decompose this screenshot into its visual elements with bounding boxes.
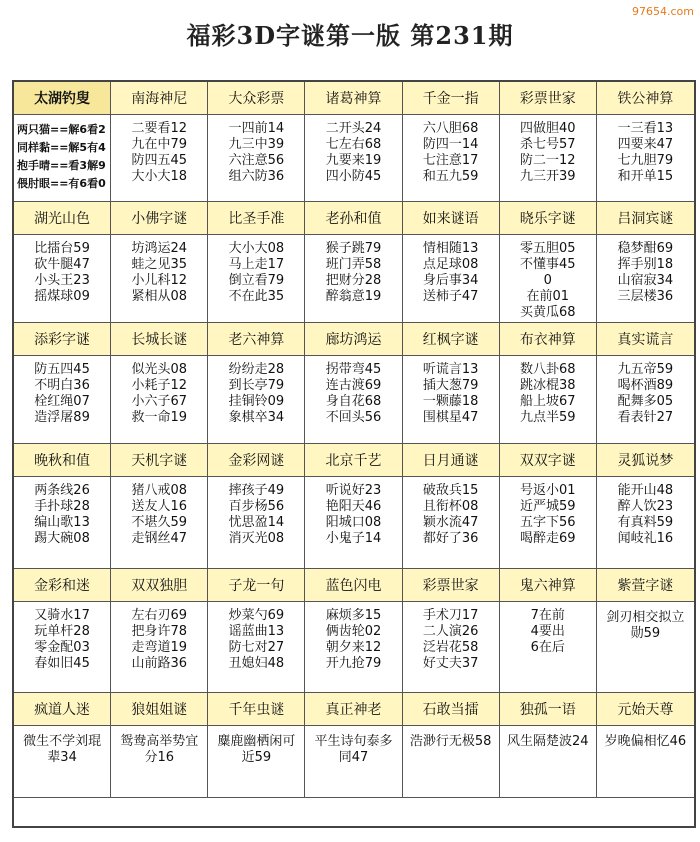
riddle-cell (500, 115, 597, 202)
riddle-cell (305, 726, 402, 798)
riddle-line: 剑刃相交拟立勋59 (606, 610, 685, 641)
column-header: 布衣神算 (500, 323, 597, 356)
riddle-line: 挥手别18 (617, 257, 674, 272)
riddle-cell (500, 235, 597, 323)
riddle-line: 拐带弯45 (325, 362, 382, 377)
riddle-line: 阳城口08 (325, 515, 382, 530)
riddle-cell (305, 115, 402, 202)
riddle-cell (597, 235, 694, 323)
riddle-line: 踢大碗08 (34, 531, 90, 546)
riddle-line: 听谎言13 (422, 362, 479, 377)
riddle-line: 不明白36 (34, 378, 90, 393)
riddle-line: 大小大18 (131, 169, 187, 184)
riddle-line: 班门弄58 (325, 257, 382, 272)
riddle-cell (111, 235, 208, 323)
riddle-line: 纷纷走28 (228, 362, 285, 377)
column-header: 廊坊鸿运 (305, 323, 402, 356)
riddle-line: 左右刃69 (131, 608, 187, 623)
column-header: 双双字谜 (500, 444, 597, 477)
riddle-line: 九五帝59 (617, 362, 674, 377)
riddle-cell (403, 356, 500, 444)
column-header: 天机字谜 (111, 444, 208, 477)
riddle-line: 九点半59 (520, 410, 576, 425)
riddle-cell (208, 356, 305, 444)
riddle-line: 砍牛腿47 (34, 257, 90, 272)
riddle-line: 大小大08 (228, 241, 285, 256)
riddle-line: 两条线26 (34, 483, 90, 498)
column-header: 蓝色闪电 (305, 569, 402, 602)
riddle-line: 七九胆79 (617, 153, 674, 168)
riddle-line: 栓红绳07 (34, 394, 90, 409)
column-header: 真实谎言 (597, 323, 694, 356)
column-header: 千年虫谜 (208, 693, 305, 726)
column-header: 双双独胆 (111, 569, 208, 602)
column-header: 真正神老 (305, 693, 402, 726)
riddle-line: 春如旧45 (34, 656, 90, 671)
riddle-cell (500, 477, 597, 569)
riddle-cell (208, 235, 305, 323)
riddle-line: 防四一14 (422, 137, 479, 152)
riddle-cell (500, 602, 597, 693)
column-header: 吕洞宾谜 (597, 202, 694, 235)
riddle-line: 猴子跳79 (325, 241, 382, 256)
riddle-line: 不在此35 (228, 289, 285, 304)
riddle-line: 消灭光08 (228, 531, 285, 546)
riddle-line: 百步杨56 (228, 499, 285, 514)
column-header: 石敢当擂 (403, 693, 500, 726)
riddle-line: 有真料59 (617, 515, 674, 530)
riddle-cell (403, 477, 500, 569)
riddle-line: 俩齿轮02 (325, 624, 382, 639)
riddle-line: 组六防36 (228, 169, 285, 184)
column-header: 小佛字谜 (111, 202, 208, 235)
riddle-line: 似光头08 (131, 362, 187, 377)
riddle-line: 情相随13 (422, 241, 479, 256)
riddle-cell (403, 115, 500, 202)
riddle-line: 四做胆40 (520, 121, 576, 136)
riddle-line: 抱手晴==看3解9 (17, 159, 106, 172)
riddle-line: 救一命19 (131, 410, 187, 425)
riddle-line: 不堪久59 (131, 515, 187, 530)
riddle-line: 九三中39 (228, 137, 285, 152)
column-header: 红枫字谜 (403, 323, 500, 356)
column-header: 狼姐姐谜 (111, 693, 208, 726)
riddle-line: 小六子67 (131, 394, 187, 409)
riddle-line: 马上走17 (228, 257, 285, 272)
column-header: 铁公神算 (597, 82, 694, 115)
riddle-line: 平生诗句泰多同47 (314, 734, 393, 765)
column-header: 长城长谜 (111, 323, 208, 356)
column-header: 诸葛神算 (305, 82, 402, 115)
riddle-line: 身后事34 (422, 273, 479, 288)
riddle-line: 喝杯酒89 (617, 378, 674, 393)
riddle-cell (305, 235, 402, 323)
column-header: 大众彩票 (208, 82, 305, 115)
riddle-line: 到长亭79 (228, 378, 285, 393)
column-header: 紫萱字谜 (597, 569, 694, 602)
riddle-cell (597, 356, 694, 444)
riddle-line: 买黄瓜68 (520, 305, 576, 320)
riddle-line: 醉人饮23 (617, 499, 674, 514)
column-header: 千金一指 (403, 82, 500, 115)
riddle-cell (305, 602, 402, 693)
riddle-line: 喝醉走69 (520, 531, 576, 546)
riddle-cell (597, 477, 694, 569)
riddle-line: 七左右68 (325, 137, 382, 152)
riddle-line: 泛岩花58 (422, 640, 479, 655)
riddle-line: 防四五45 (131, 153, 187, 168)
riddle-line: 把财分28 (325, 273, 382, 288)
column-header: 鬼六神算 (500, 569, 597, 602)
riddle-line: 二人演26 (422, 624, 479, 639)
riddle-cell (111, 602, 208, 693)
riddle-line: 防二一12 (520, 153, 576, 168)
riddle-cell (403, 726, 500, 798)
riddle-cell (403, 235, 500, 323)
column-header: 添彩字谜 (14, 323, 111, 356)
riddle-line: 不回头56 (325, 410, 382, 425)
riddle-line: 蛙之见35 (131, 257, 187, 272)
riddle-line: 猪八戒08 (131, 483, 187, 498)
riddle-line: 跳冰棍38 (520, 378, 576, 393)
column-header: 湖光山色 (14, 202, 111, 235)
riddle-line: 同样黏==解5有4 (17, 141, 106, 154)
riddle-cell (111, 477, 208, 569)
riddle-cell (208, 115, 305, 202)
riddle-line: 6在后 (530, 640, 565, 655)
riddle-line: 连古渡69 (325, 378, 382, 393)
riddle-line: 造浮屠89 (34, 410, 90, 425)
riddle-cell (305, 356, 402, 444)
riddle-line: 看表针27 (617, 410, 674, 425)
riddle-line: 手扑球28 (34, 499, 90, 514)
column-header: 老六神算 (208, 323, 305, 356)
riddle-line: 醉翁意19 (325, 289, 382, 304)
riddle-line: 开九抢79 (325, 656, 382, 671)
riddle-line: 零五胆05 (520, 241, 576, 256)
riddle-line: 紧相从08 (131, 289, 187, 304)
riddle-line: 送友人16 (131, 499, 187, 514)
riddle-line: 听说好23 (325, 483, 382, 498)
riddle-line: 山前路36 (131, 656, 187, 671)
riddle-line: 谣蓝曲13 (228, 624, 285, 639)
riddle-line: 挂铜铃09 (228, 394, 285, 409)
riddle-line: 稳梦酣69 (617, 241, 674, 256)
riddle-line: 防五四45 (34, 362, 90, 377)
column-header: 金彩和迷 (14, 569, 111, 602)
column-header: 彩票世家 (500, 82, 597, 115)
column-header: 比圣手准 (208, 202, 305, 235)
riddle-line: 好丈夫37 (422, 656, 479, 671)
riddle-line: 九在中79 (131, 137, 187, 152)
riddle-cell (500, 356, 597, 444)
riddle-cell (14, 602, 111, 693)
riddle-line: 风生隔楚波24 (507, 734, 589, 749)
riddle-line: 手术刀17 (422, 608, 479, 623)
riddle-line: 偎肘眼==有6看0 (17, 177, 106, 190)
riddle-line: 船上坡67 (520, 394, 576, 409)
riddle-line: 朝夕来12 (325, 640, 382, 655)
column-header: 北京千艺 (305, 444, 402, 477)
column-header: 如来谜语 (403, 202, 500, 235)
riddle-line: 一四前14 (228, 121, 285, 136)
riddle-line: 七注意17 (422, 153, 479, 168)
column-header: 金彩网谜 (208, 444, 305, 477)
riddle-line: 摔孩子49 (228, 483, 285, 498)
riddle-line: 两只猫==解6看2 (17, 123, 106, 136)
riddle-line: 能开山48 (617, 483, 674, 498)
column-header: 独孤一语 (500, 693, 597, 726)
site-watermark: 97654.com (632, 5, 694, 18)
riddle-line: 摇煤球09 (34, 289, 90, 304)
riddle-line: 三层楼36 (617, 289, 674, 304)
riddle-line: 不懂事45 (520, 257, 576, 272)
riddle-line: 且衔杯08 (422, 499, 479, 514)
riddle-line: 破敌兵15 (422, 483, 479, 498)
riddle-line: 走钢丝47 (131, 531, 187, 546)
riddle-cell (305, 477, 402, 569)
column-header: 晚秋和值 (14, 444, 111, 477)
riddle-line: 0 (543, 273, 552, 288)
column-header: 太湖钓叟 (14, 82, 111, 115)
riddle-line: 二开头24 (325, 121, 382, 136)
riddle-line: 艳阳天46 (325, 499, 382, 514)
column-header: 疯道人迷 (14, 693, 111, 726)
riddle-line: 小头王23 (34, 273, 90, 288)
riddle-line: 一三看13 (617, 121, 674, 136)
riddle-cell (597, 602, 694, 693)
riddle-line: 山宿寂34 (617, 273, 674, 288)
riddle-line: 六注意56 (228, 153, 285, 168)
riddle-line: 数八卦68 (520, 362, 576, 377)
riddle-line: 杀七号57 (520, 137, 576, 152)
riddle-line: 和开单15 (617, 169, 674, 184)
riddle-line: 和五九59 (422, 169, 479, 184)
riddle-line: 岁晚偏相忆46 (604, 734, 687, 749)
riddle-line: 一颗藤18 (422, 394, 479, 409)
riddle-line: 插大葱79 (422, 378, 479, 393)
riddle-cell (403, 602, 500, 693)
riddle-cell (597, 726, 694, 798)
riddle-line: 九三开39 (520, 169, 576, 184)
page-title: 福彩3D字谜第一版 第231期 (186, 21, 514, 50)
riddle-line: 比擂台59 (34, 241, 90, 256)
riddle-line: 都好了36 (422, 531, 479, 546)
riddle-line: 麻烦多15 (325, 608, 382, 623)
riddle-line: 忧思盈14 (228, 515, 285, 530)
riddle-line: 五字下56 (520, 515, 576, 530)
riddle-cell (14, 235, 111, 323)
riddle-line: 坊鸿运24 (131, 241, 187, 256)
riddle-line: 7在前 (530, 608, 565, 623)
riddle-cell (14, 356, 111, 444)
riddle-line: 送柿子47 (422, 289, 479, 304)
column-header: 子龙一句 (208, 569, 305, 602)
riddle-line: 4要出 (530, 624, 565, 639)
column-header: 老孙和值 (305, 202, 402, 235)
riddle-line: 在前01 (526, 289, 570, 304)
riddle-line: 玩单杆28 (34, 624, 90, 639)
riddle-line: 点足球08 (422, 257, 479, 272)
riddle-cell (208, 477, 305, 569)
riddle-line: 丑媳妇48 (228, 656, 285, 671)
riddle-line: 二要看12 (131, 121, 187, 136)
riddle-line: 配舞多05 (617, 394, 674, 409)
riddle-line: 九要来19 (325, 153, 382, 168)
column-header: 彩票世家 (403, 569, 500, 602)
riddle-line: 把身许78 (131, 624, 187, 639)
riddle-line: 号返小01 (520, 483, 576, 498)
riddle-line: 倒立看79 (228, 273, 285, 288)
riddle-line: 近严城59 (520, 499, 576, 514)
column-header: 元始天尊 (597, 693, 694, 726)
riddle-line: 小儿科12 (131, 273, 187, 288)
riddle-line: 编山歌13 (34, 515, 90, 530)
riddle-line: 小鬼子14 (325, 531, 382, 546)
riddle-table (12, 80, 696, 828)
riddle-line: 浩渺行无极58 (409, 734, 492, 749)
riddle-cell (208, 726, 305, 798)
riddle-cell (208, 602, 305, 693)
riddle-line: 身自花68 (325, 394, 382, 409)
column-header: 南海神尼 (111, 82, 208, 115)
riddle-cell (111, 726, 208, 798)
riddle-cell (14, 726, 111, 798)
riddle-line: 闻岐礼16 (617, 531, 674, 546)
riddle-cell (500, 726, 597, 798)
riddle-line: 小耗子12 (131, 378, 187, 393)
column-header: 晓乐字谜 (500, 202, 597, 235)
riddle-line: 象棋卒34 (228, 410, 285, 425)
riddle-cell (597, 115, 694, 202)
riddle-line: 鸳鸯高举势宜分16 (120, 734, 199, 765)
column-header: 日月通谜 (403, 444, 500, 477)
riddle-line: 防七对27 (228, 640, 285, 655)
column-header: 灵狐说梦 (597, 444, 694, 477)
riddle-line: 四要来47 (617, 137, 674, 152)
riddle-line: 又骑水17 (34, 608, 90, 623)
riddle-line: 炒菜勺69 (228, 608, 285, 623)
riddle-line: 微生不学刘琨辈34 (23, 734, 102, 765)
riddle-cell (14, 477, 111, 569)
riddle-line: 零金配03 (34, 640, 90, 655)
riddle-line: 围棋星47 (422, 410, 479, 425)
riddle-cell (111, 115, 208, 202)
riddle-line: 四小防45 (325, 169, 382, 184)
riddle-line: 走弯道19 (131, 640, 187, 655)
riddle-line: 麋鹿幽栖闲可近59 (217, 734, 296, 765)
riddle-cell (111, 356, 208, 444)
riddle-line: 颖水流47 (422, 515, 479, 530)
riddle-cell (14, 115, 111, 202)
riddle-line: 六八胆68 (422, 121, 479, 136)
